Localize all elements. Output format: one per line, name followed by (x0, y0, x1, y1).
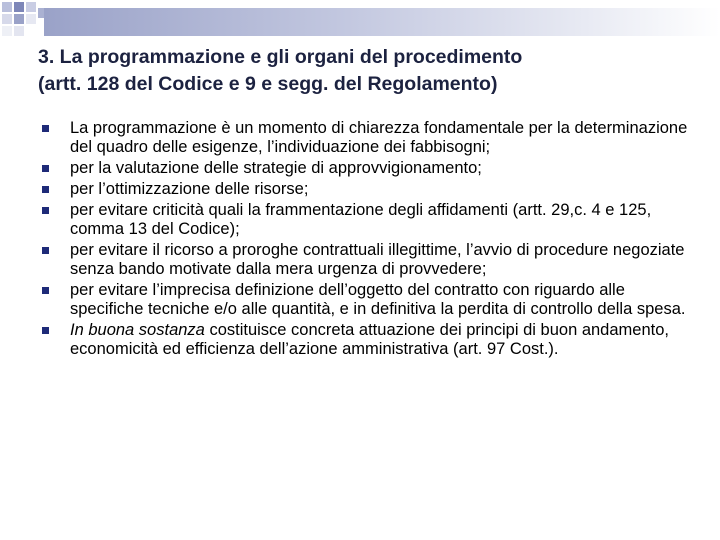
bullet-text: per evitare criticità quali la frammentazione degli affidamenti (artt. 29,c. 4 e 125, comma 13 del Codice); (70, 201, 652, 238)
title-line-1: 3. La programmazione e gli organi del procedimento (38, 46, 523, 68)
bullet-item (40, 321, 690, 359)
bullet-item (40, 180, 690, 199)
square-bullet-icon (42, 125, 49, 132)
bullet-list (40, 119, 690, 361)
square-bullet-icon (42, 287, 49, 294)
square-bullet-icon (42, 186, 49, 193)
bullet-text: per evitare l’imprecisa definizione dell’oggetto del contratto con riguardo alle specifiche tecniche e/o alle quantità, e in definitiva la perdita di controllo della spesa. (70, 281, 686, 318)
bullet-item (40, 241, 690, 279)
square-bullet-icon (42, 327, 49, 334)
bullet-item (40, 281, 690, 319)
bullet-text: La programmazione è un momento di chiarezza fondamentale per la determinazione del quadro delle esigenze, l’individuazione dei fabbisogni; (70, 119, 688, 156)
bullet-italic-lead: In buona sostanza (70, 321, 205, 339)
bullet-item (40, 119, 690, 157)
bullet-text: per la valutazione delle strategie di approvvigionamento; (70, 159, 482, 177)
header-gradient-bar (44, 8, 720, 36)
square-bullet-icon (42, 247, 49, 254)
bullet-text: costituisce concreta attuazione dei principi di buon andamento, economicità ed efficienza dell’azione amministrativa (art. 97 Cost.). (70, 321, 669, 358)
bullet-text: per l’ottimizzazione delle risorse; (70, 180, 309, 198)
square-bullet-icon (42, 207, 49, 214)
bullet-text: per evitare il ricorso a proroghe contrattuali illegittime, l’avvio di procedure negoziate senza bando motivate dalla mera urgenza di provvedere; (70, 241, 685, 278)
bullet-item (40, 159, 690, 178)
slide-title (38, 44, 698, 98)
square-bullet-icon (42, 165, 49, 172)
bullet-item (40, 201, 690, 239)
title-line-2: (artt. 128 del Codice e 9 e segg. del Regolamento) (38, 73, 498, 95)
